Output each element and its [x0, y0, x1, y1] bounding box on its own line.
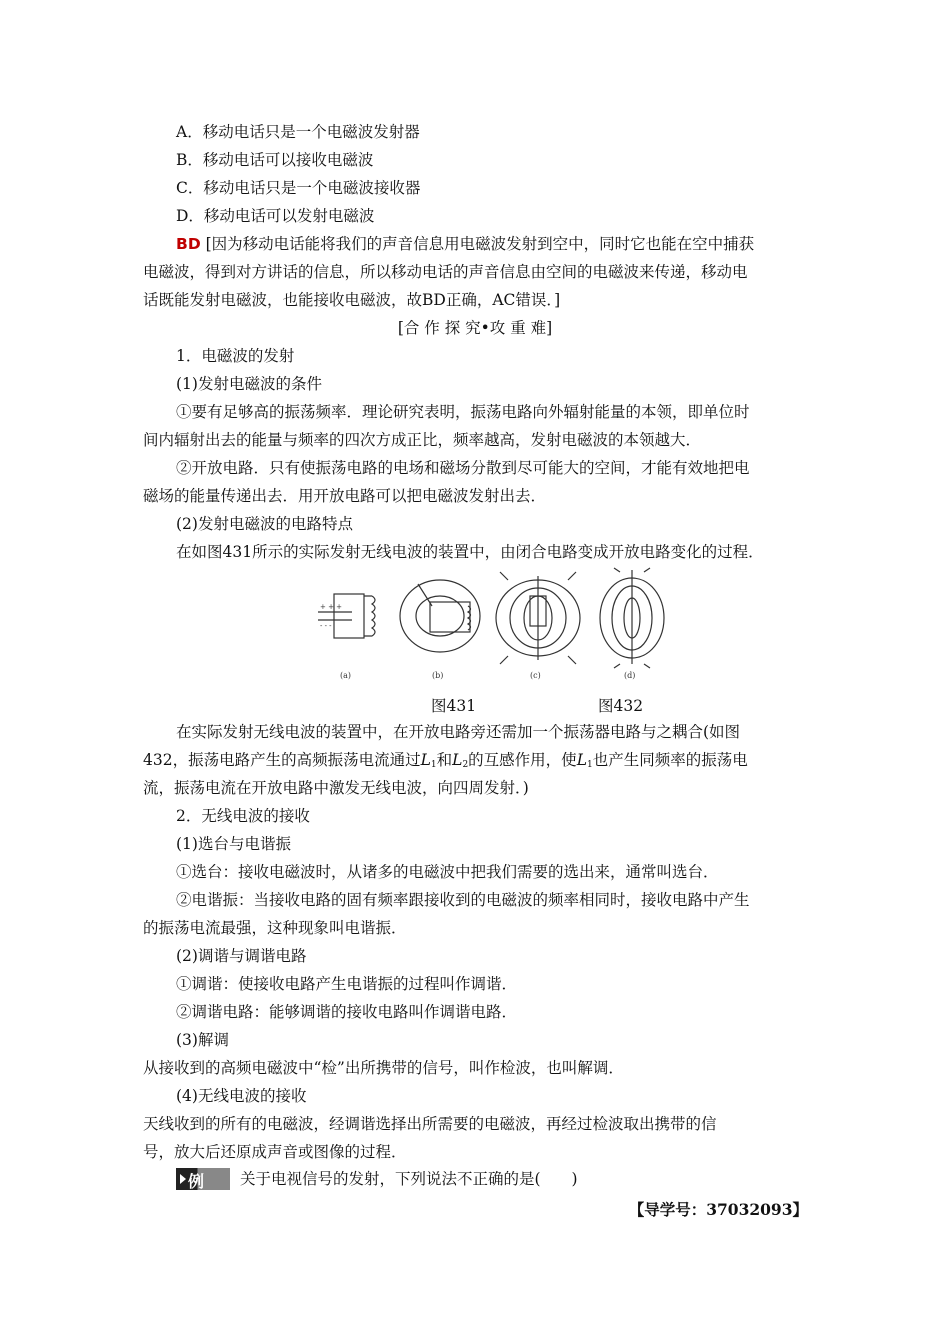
section-1-point-1-a2: 间内辐射出去的能量与频率的四次方成正比，频率越高，发射电磁波的本领越大．	[143, 431, 702, 449]
figure-caption-431: 图431	[431, 697, 477, 715]
section-1-point-1-b2: 磁场的能量传递出去．用开放电路可以把电磁波发射出去．	[143, 487, 547, 505]
section-2-q4-a2: 号，放大后还原成声音或图像的过程．	[143, 1143, 407, 1161]
inductor-l: L	[452, 751, 463, 769]
p3-text-1: 432，振荡电路产生的高频振荡电流通过	[143, 751, 421, 769]
section-2-q1-b1: ②电谐振：当接收电路的固有频率跟接收到的电磁波的频率相同时，接收电路中产生	[176, 891, 750, 909]
section-1-point-1-title: (1)发射电磁波的条件	[176, 375, 322, 393]
figure-a-lc-circuit	[318, 594, 375, 638]
answer-line-2: 电磁波，得到对方讲话的信息，所以移动电话的声音信息由空间的电磁波来传递，移动电	[143, 263, 748, 281]
inductor-l: L	[420, 751, 431, 769]
section-1-point-3-b	[143, 750, 748, 775]
section-2-q1: (1)选台与电谐振	[176, 835, 291, 853]
svg-text:- - -: - - -	[320, 622, 332, 630]
option-a: A．移动电话只是一个电磁波发射器	[176, 123, 420, 141]
example-badge-label: 例	[188, 1172, 205, 1191]
study-number-tag: 【导学号：37032093】	[628, 1200, 808, 1219]
section-2-q2-a: ①调谐：使接收电路产生电谐振的过程叫作调谐．	[176, 975, 518, 993]
inductor-l: L	[576, 751, 587, 769]
section-2-q1-b2: 的振荡电流最强，这种现象叫电谐振．	[143, 919, 407, 937]
figure-c-field-lines	[496, 572, 580, 664]
answer-line-3: 话既能发射电磁波，也能接收电磁波，故BD正确，AC错误．]	[143, 291, 561, 309]
section-2-q1-a: ①选台：接收电磁波时，从诸多的电磁波中把我们需要的选出来，通常叫选台．	[176, 863, 719, 881]
section-title: [合 作 探 究•攻 重 难]	[397, 319, 553, 337]
p3-text-3: 也产生同频率的振荡电	[592, 751, 748, 769]
example-question: 关于电视信号的发射，下列说法不正确的是( )	[240, 1170, 578, 1188]
section-1-point-3-a: 在实际发射无线电波的装置中，在开放电路旁还需加一个振荡器电路与之耦合(如图	[176, 723, 741, 741]
section-2-q2-b: ②调谐电路：能够调谐的接收电路叫作调谐电路．	[176, 1003, 518, 1021]
figure-label-d: (d)	[624, 671, 636, 680]
section-1-point-2-text: 在如图431所示的实际发射无线电波的装置中，由闭合电路变成开放电路变化的过程．	[176, 543, 764, 561]
option-c: C．移动电话只是一个电磁波接收器	[176, 179, 421, 197]
p3-and: 和	[436, 751, 453, 769]
figure-label-b: (b)	[432, 671, 444, 680]
figure-caption-432: 图432	[598, 697, 644, 715]
inductor-l1-subscript: 1	[586, 760, 593, 770]
section-2-heading: 2．无线电波的接收	[176, 807, 310, 825]
inductor-l1-subscript: 1	[430, 760, 437, 770]
section-1-point-1-a1: ①要有足够高的振荡频率．理论研究表明，振荡电路向外辐射能量的本领，即单位时	[176, 403, 750, 421]
inductor-l2-subscript: 2	[462, 760, 469, 770]
p3-text-2: 的互感作用，使	[468, 751, 577, 769]
example-badge	[176, 1168, 230, 1190]
section-2-q4: (4)无线电波的接收	[176, 1087, 307, 1105]
play-triangle-icon	[180, 1174, 186, 1184]
section-2-q3-a: 从接收到的高频电磁波中“检”出所携带的信号，叫作检波，也叫解调．	[143, 1059, 624, 1077]
circuit-figure	[308, 566, 678, 682]
answer-key: BD	[176, 235, 201, 253]
section-1-point-1-b1: ②开放电路．只有使振荡电路的电场和磁场分散到尽可能大的空间，才能有效地把电	[176, 459, 750, 477]
answer-text-1: [因为移动电话能将我们的声音信息用电磁波发射到空中，同时它也能在空中捕获	[200, 235, 755, 253]
section-2-q4-a1: 天线收到的所有的电磁波，经调谐选择出所需要的电磁波，再经过检波取出携带的信	[143, 1115, 717, 1133]
option-d: D．移动电话可以发射电磁波	[176, 207, 375, 225]
figure-label-c: (c)	[530, 671, 541, 680]
section-1-heading: 1．电磁波的发射	[176, 347, 295, 365]
svg-text:+ + +: + + +	[320, 603, 343, 611]
section-1-point-3-c: 流，振荡电流在开放电路中激发无线电波，向四周发射．)	[143, 779, 529, 797]
section-1-point-2-title: (2)发射电磁波的电路特点	[176, 515, 353, 533]
figure-d-field-lines	[600, 568, 664, 668]
answer-line-1	[176, 234, 754, 254]
figure-b-circuit	[400, 580, 480, 652]
figure-label-a: (a)	[340, 671, 352, 680]
section-2-q3: (3)解调	[176, 1031, 229, 1049]
section-2-q2: (2)调谐与调谐电路	[176, 947, 307, 965]
option-b: B．移动电话可以接收电磁波	[176, 151, 374, 169]
